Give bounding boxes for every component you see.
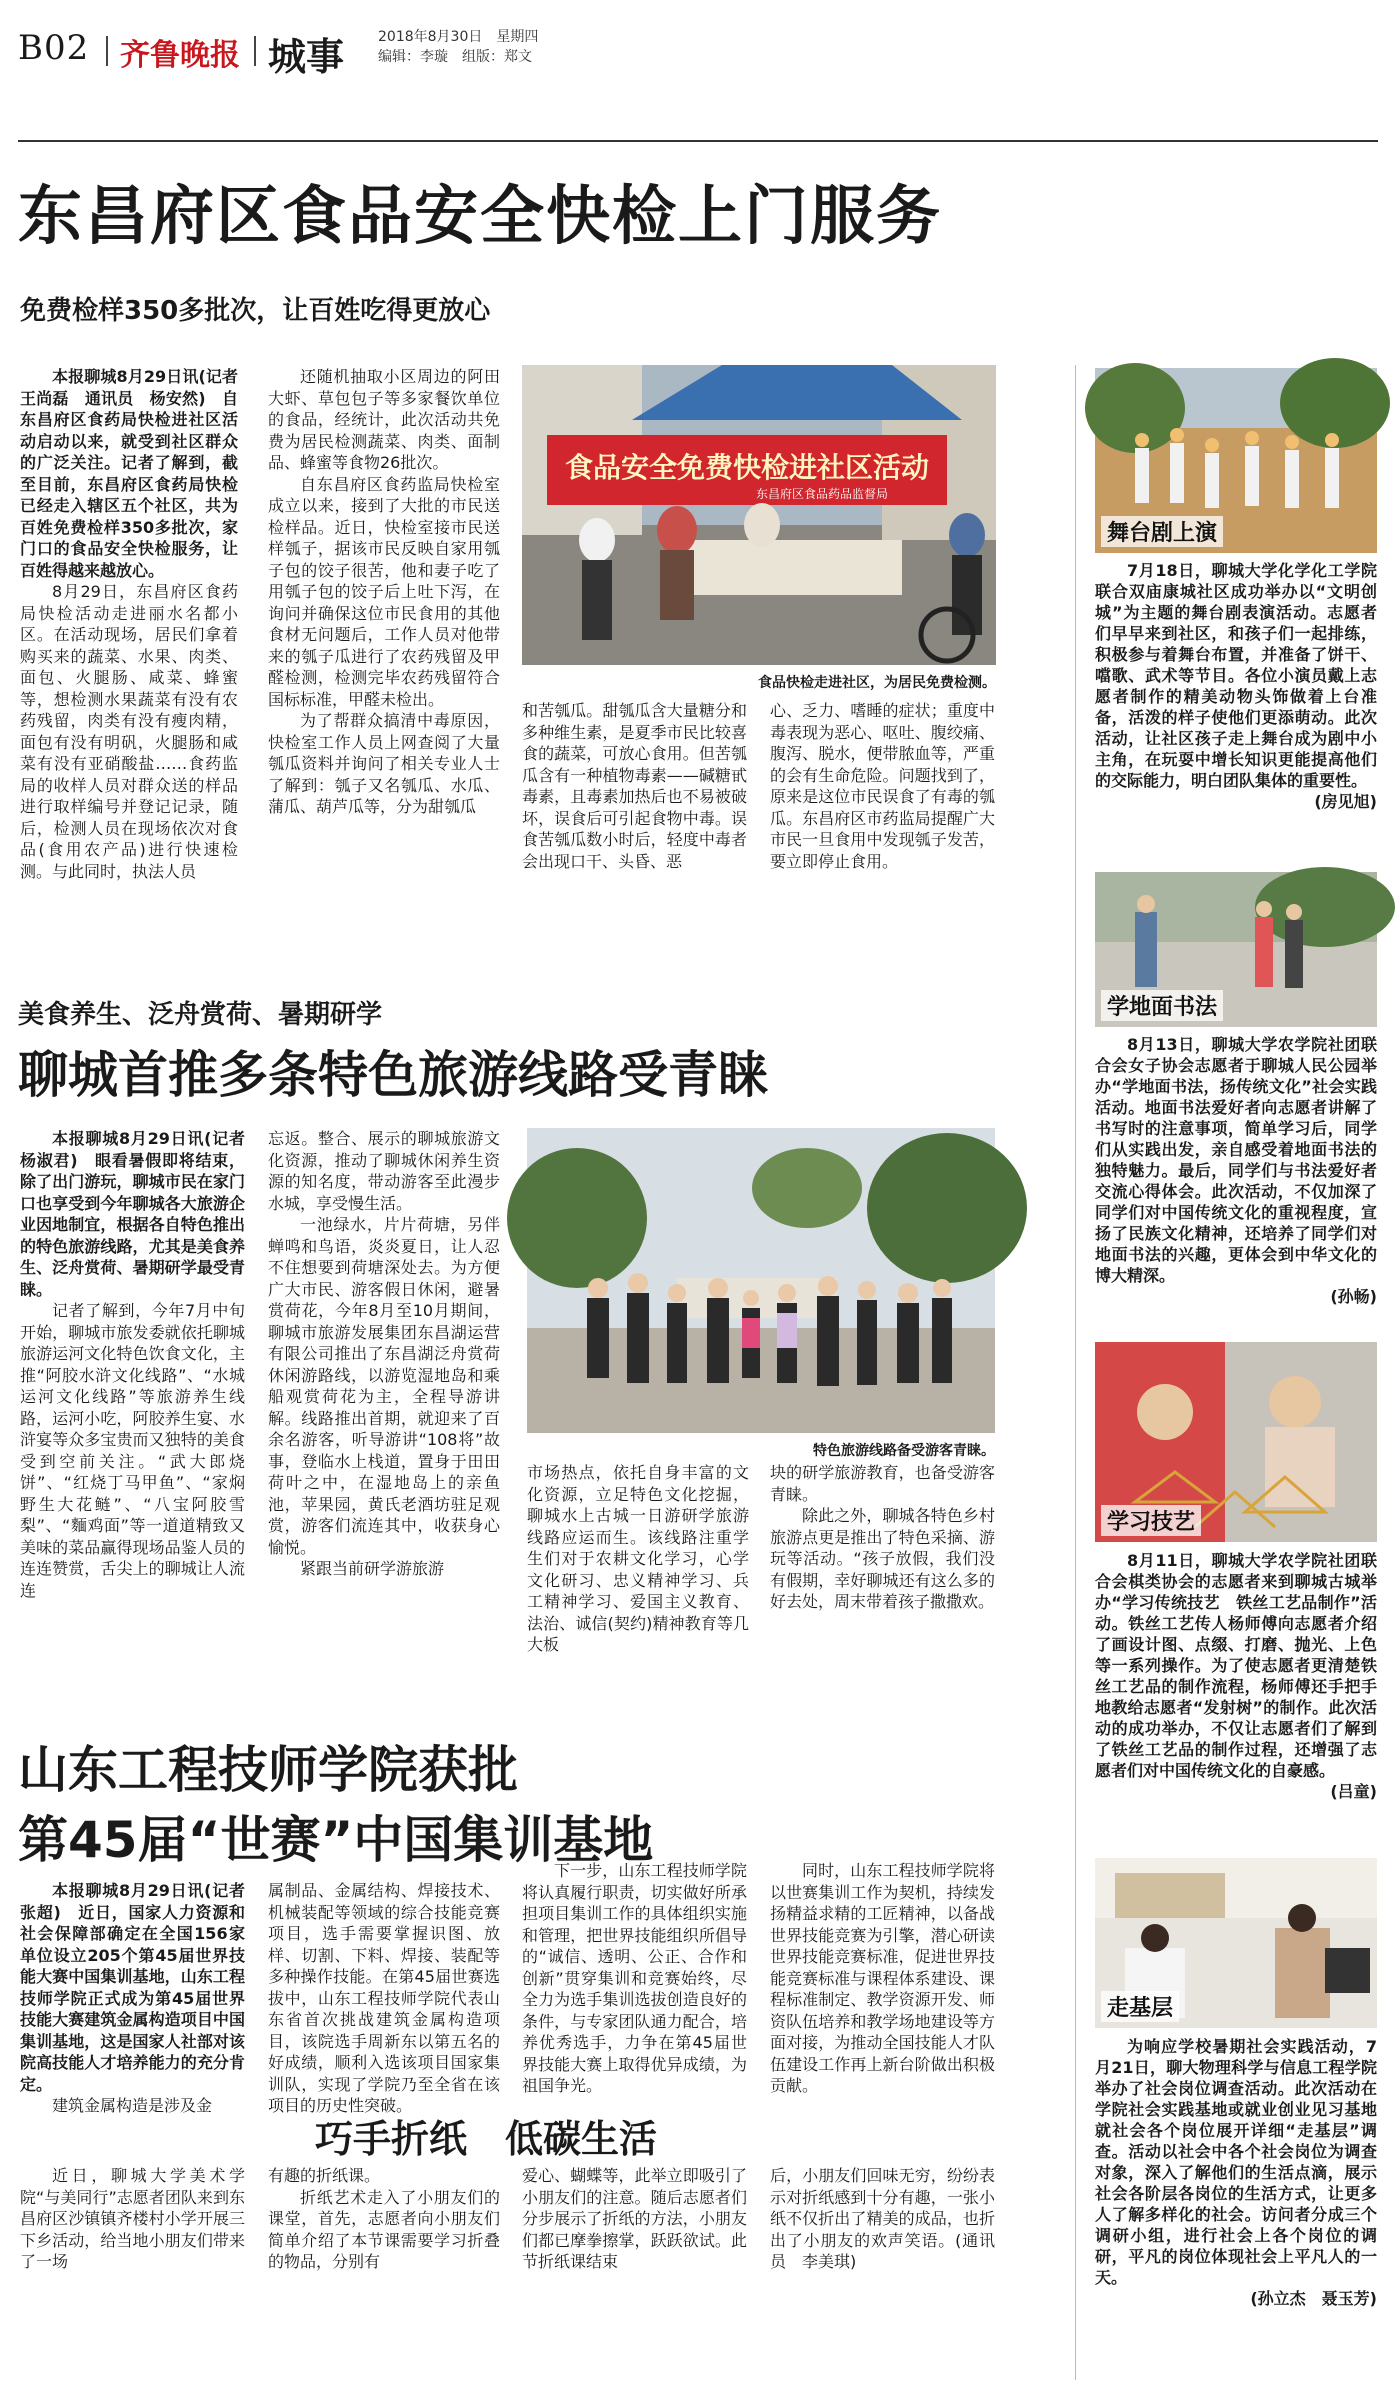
banner-text: 食品安全免费快检进社区活动: [564, 451, 930, 484]
paragraph: 为了帮群众搞清中毒原因，快检室工作人员上网查阅了大量瓠瓜资料并询问了相关专业人士了解到：瓠子又名瓠瓜、水瓜、蒲瓜、葫芦瓜等，分为甜瓠瓜: [268, 711, 500, 816]
article2-kicker: 美食养生、泛舟赏荷、暑期研学: [18, 1000, 383, 1030]
author-credit: (吕童): [1330, 1782, 1377, 1801]
article2-column-2: [268, 1128, 500, 1718]
paragraph: 近日，聊城大学美术学院“与美同行”志愿者团队来到东昌府区沙镇镇齐楼村小学开展三下乡活动，给当地小朋友们带来了一场: [20, 2166, 245, 2271]
masthead: [18, 14, 1378, 79]
header-rule: [18, 140, 1378, 142]
paragraph: 紧跟当前研学游旅游: [300, 1559, 445, 1578]
paragraph: 还随机抽取小区周边的阿田大虾、草包包子等多家餐饮单位的食品，经统计，此次活动共免费为居民检测蔬菜、肉类、面制品、蜂蜜等食物26批次。: [268, 367, 500, 472]
article3-headline-line2: 第45届“世赛”中国集训基地: [18, 1811, 654, 1869]
paragraph: 本报聊城8月29日讯(记者 杨淑君) 眼看暑假即将结束，除了出门游玩，聊城市民在家门口也享受到今年聊城各大旅游企业因地制宜，根据各自特色推出的特色旅游线路，尤其是美食养生、泛舟赏荷、暑期研学最受青睐。: [20, 1129, 262, 1299]
sidebar-photo-3: [1095, 1342, 1377, 1542]
article2-column-3: [527, 1462, 749, 1718]
paragraph: 自东昌府区食药监局快检室成立以来，接到了大批的市民送检样品。近日，快检室接市民送样瓠子，据该市民反映自家用瓠子包的饺子很苦，他和妻子吃了用瓠子包的饺子后上吐下泻，在询问并确保这位市民食用的其他食材无问题后，工作人员对他带来的瓠子瓜进行了农药残留及甲醛检测，检测完毕农药残留符合国标标准，甲醛未检出。: [268, 474, 500, 709]
article1-column-3: [522, 700, 747, 986]
article1-subhead: 免费检样350多批次，让百姓吃得更放心: [20, 296, 491, 326]
banner-subtext: 东昌府区食品药品监督局: [755, 487, 889, 501]
article1-photo: [522, 365, 996, 665]
tour-group-image: [527, 1128, 995, 1433]
paragraph: 本报聊城8月29日讯(记者 王尚磊 通讯员 杨安然) 自东昌府区食药局快检进社区活动启动以来，就受到社区群众的广泛关注。记者了解到，截至目前，东昌府区食药局快检已经走入辖区五个社区，共为百姓免费检样350多批次，家门口的食品安全快检服务，让百姓得越来越放心。: [20, 367, 255, 580]
sidebar-tag: 舞台剧上演: [1101, 516, 1223, 547]
article4-column-3: [522, 2165, 747, 2380]
paragraph: 块的研学旅游教育，也备受游客青睐。: [770, 1463, 995, 1504]
article3-column-3: [522, 1860, 747, 2102]
paragraph: 一池绿水，片片荷塘，另伴蝉鸣和鸟语，炎炎夏日，让人忍不住想要到荷塘深处去。为方便广大市民、游客假日休闲，避暑赏荷花，今年8月至10月期间，聊城市旅游发展集团东昌湖运营有限公司推出了东昌湖泛舟赏荷休闲游路线，以游览湿地岛和乘船观赏荷花为主，全程导游讲解。线路推出首期，就迎来了百余名游客，听导游讲“108将”故事，登临水上栈道，置身于田田荷叶之中，在湿地岛上的亲鱼池，苹果园，黄氏老酒坊驻足观赏，游客们流连其中，收获身心愉悦。: [268, 1215, 500, 1557]
sidebar-item-3-text: [1095, 1550, 1377, 1850]
sidebar-item-4-text: [1095, 2036, 1377, 2380]
editor-credits: 编辑：李璇 组版：郑文: [378, 49, 532, 65]
article1-column-1: [20, 366, 255, 986]
paragraph: 爱心、蝴蝶等，此举立即吸引了小朋友们的注意。随后志愿者们分步展示了折纸的方法，小朋友们都已摩拳擦掌，跃跃欲试。此节折纸课结束: [522, 2166, 747, 2271]
article1-caption: 食品快检走进社区，为居民免费检测。: [758, 675, 996, 691]
paragraph: 折纸艺术走入了小朋友们的课堂，首先，志愿者向小朋友们简单介绍了本节课需要学习折叠的物品，分别有: [268, 2187, 500, 2271]
sidebar-item-2-text: [1095, 1034, 1377, 1334]
article3-headline-line1: 山东工程技师学院获批: [18, 1741, 518, 1799]
sidebar-item-1-text: [1095, 560, 1377, 865]
author-credit: (房见旭): [1314, 792, 1377, 811]
paragraph: 后，小朋友们回味无穷，纷纷表示对折纸感到十分有趣，一张小纸不仅折出了精美的成品，也折出了小朋友的欢声笑语。(通讯员 李美琪): [770, 2166, 995, 2271]
sidebar-photo-1: [1095, 368, 1377, 553]
sidebar-divider: [1075, 365, 1076, 2380]
paragraph: 8月29日，东昌府区食药局快检活动走进丽水名都小区。在活动现场，居民们拿着购买来的蔬菜、水果、肉类、面包、火腿肠、咸菜、蜂蜜等，想检测水果蔬菜有没有农药残留，肉类有没有瘦肉精，面包有没有明矾，火腿肠和咸菜有没有亚硝酸盐……食药监局的收样人员对群众送的样品进行取样编号并登记记录，随后，检测人员在现场依次对食品(食用农产品)进行快速检测。与此同时，执法人员: [20, 582, 238, 881]
article3-column-4: [770, 1860, 995, 2102]
paragraph: 忘返。整合、展示的聊城旅游文化资源，推动了聊城休闲养生资源的知名度，带动游客至此漫步水城，享受慢生活。: [268, 1129, 500, 1213]
paragraph: 8月13日，聊城大学农学院社团联合会女子协会志愿者于聊城人民公园举办“学地面书法，扬传统文化”社会实践活动。地面书法爱好者向志愿者讲解了书写时的注意事项，简单学习后，同学们从实践出发，亲自感受着地面书法的独特魅力。最后，同学们与书法爱好者交流心得体会。此次活动，不仅加深了同学们对中国传统文化的重视程度，宣扬了民族文化精神，还培养了同学们对地面书法的兴趣，更体会到中华文化的博大精深。: [1095, 1035, 1377, 1285]
paragraph: 7月18日，聊城大学化学化工学院联合双庙康城社区成功举办以“文明创城”为主题的舞台剧表演活动。志愿者们早早来到社区，和孩子们一起排练，积极参与着舞台布置，并准备了饼干、噹歌、武术等节目。各位小演员戴上志愿者制作的精美动物头饰做着上台准备，活泼的样子使他们更添萌动。此次活动，让社区孩子走上舞台成为剧中小主角，在玩耍中增长知识更能提高他们的交际能力，明白团队集体的重要性。: [1095, 561, 1377, 790]
article1-headline: 东昌府区食品安全快检上门服务: [18, 180, 942, 254]
article3-column-1: [20, 1880, 262, 2115]
paragraph: 本报聊城8月29日讯(记者 张超) 近日，国家人力资源和社会保障部确定在全国156家单位设立205个第45届世界技能大赛中国集训基地，山东工程技师学院正式成为第45届世界技能大赛建筑金属构造项目中国集训基地，这是国家人社部对该院高技能人才培养能力的充分肯定。: [20, 1881, 262, 2094]
newspaper-logo: 齐鲁晚报: [120, 38, 240, 73]
author-credit: (孙立杰 聂玉芳): [1250, 2289, 1377, 2308]
article4-column-1: [20, 2165, 245, 2380]
article4-column-2: [268, 2165, 500, 2380]
article4-headline: 巧手折纸 低碳生活: [315, 2117, 658, 2161]
article1-column-4: [770, 700, 995, 986]
article4-column-4: [770, 2165, 995, 2380]
paragraph: 同时，山东工程技师学院将以世赛集训工作为契机，持续发扬精益求精的工匠精神，以备战世界技能竞赛为引擎，潜心研读世界技能竞赛标准，促进世界技能竞赛标准与课程体系建设、课程标准制定、教学资源开发、师资队伍培养和教学场地建设等方面对接，为推动全国技能人才队伍建设工作再上新台阶做出积极贡献。: [770, 1861, 995, 2095]
article2-column-4: [770, 1462, 995, 1718]
paragraph: 下一步，山东工程技师学院将认真履行职责，切实做好所承担项目集训工作的具体组织实施和管理，把世界技能组织所倡导的“诚信、透明、公正、合作和创新”贯穿集训和竞赛始终，尽全力为选手集训选拔创造良好的条件，与专家团队通力配合，培养优秀选手，力争在第45届世界技能大赛上取得优异成绩，为祖国争光。: [522, 1861, 747, 2095]
sidebar-photo-2: [1095, 872, 1377, 1027]
sidebar-tag: 学习技艺: [1101, 1505, 1201, 1536]
article2-caption: 特色旅游线路备受游客青睐。: [813, 1443, 995, 1459]
issue-date: 2018年8月30日 星期四: [378, 29, 539, 45]
sidebar-photo-4: [1095, 1858, 1377, 2028]
article2-headline: 聊城首推多条特色旅游线路受青睐: [18, 1046, 768, 1104]
paragraph: 记者了解到，今年7月中旬开始，聊城市旅发委就依托聊城旅游运河文化特色饮食文化，主推“阿胶水浒文化线路”、“水城运河文化线路”等旅游养生线路，运河小吃，阿胶养生宴、水浒宴等众多宝贵而又独特的美食受到空前关注。“武大郎烧饼”、“红烧丁马甲鱼”、“家焖野生大花鲢”、“八宝阿胶雪梨”、“麵鸡面”等一道道精致又美味的菜品赢得现场品鉴人员的连连赞赏，舌尖上的聊城让人流连: [20, 1301, 245, 1600]
divider: [106, 36, 108, 66]
paragraph: 有趣的折纸课。: [268, 2166, 381, 2185]
paragraph: 8月11日，聊城大学农学院社团联合会棋类协会的志愿者来到聊城古城举办“学习传统技艺 铁丝工艺品制作”活动。铁丝工艺传人杨师傅向志愿者介绍了画设计图、点缀、打磨、抛光、上色等一系列操作。为了使志愿者更清楚铁丝工艺品的制作流程，杨师傅还手把手地教给志愿者“发射树”的制作。此次活动的成功举办，不仅让志愿者们了解到了铁丝工艺品的制作过程，还增强了志愿者们对中国传统文化的自豪感。: [1095, 1551, 1377, 1780]
paragraph: 除此之外，聊城各特色乡村旅游点更是推出了特色采摘、游玩等活动。“孩子放假，我们没有假期，幸好聊城还有这么多的好去处，周末带着孩子撒撒欢。: [770, 1506, 995, 1611]
page-number: B02: [18, 28, 90, 68]
paragraph: 和苦瓠瓜。甜瓠瓜含大量糖分和多种维生素，是夏季市民比较喜食的蔬菜，可放心食用。但苦瓠瓜含有一种植物毒素——碱糖甙毒素，且毒素加热后也不易被破坏，误食后可引起食物中毒。误食苦瓠瓜数小时后，轻度中毒者会出现口干、头昏、恶: [522, 701, 747, 871]
author-credit: (孙畅): [1330, 1287, 1377, 1306]
street-market-image: [522, 365, 996, 665]
divider: [254, 36, 256, 66]
article1-column-2: [268, 366, 500, 986]
sidebar-tag: 走基层: [1101, 1991, 1179, 2022]
article2-photo: [527, 1128, 995, 1433]
article2-column-1: [20, 1128, 262, 1718]
paragraph: 心、乏力、嗜睡的症状；重度中毒表现为恶心、呕吐、腹绞痛、腹泻、脱水，便带脓血等，严重的会有生命危险。问题找到了，原来是这位市民误食了有毒的瓠瓜。东昌府区市药监局提醒广大市民一旦食用中发现瓠子发苦，要立即停止食用。: [770, 701, 995, 871]
paragraph: 市场热点，依托自身丰富的文化资源，立足特色文化挖掘，聊城水上古城一日游研学旅游线路应运而生。该线路注重学生们对于农耕文化学习，心学文化研习、忠义精神学习、兵工精神学习、爱国主义教育、法治、诚信(契约)精神教育等几大板: [527, 1463, 749, 1654]
article3-column-2: [268, 1880, 500, 2115]
section-title: 城事: [268, 35, 345, 79]
paragraph: 建筑金属构造是涉及金: [52, 2096, 213, 2115]
paragraph: 为响应学校暑期社会实践活动，7月21日，聊大物理科学与信息工程学院举办了社会岗位调查活动。此次活动在学院社会实践基地或就业创业见习基地就社会各个岗位展开详细“走基层”调查。活动以社会中各个社会岗位为调查对象，深入了解他们的生活点滴，展示社会各阶层各岗位的生活方式，让更多人了解多样化的社会。访问者分成三个调研小组，进行社会上各个岗位的调研，平凡的岗位体现社会上平凡人的一天。: [1095, 2037, 1377, 2287]
paragraph: 属制品、金属结构、焊接技术、机械装配等领域的综合技能竞赛项目，选手需要掌握识图、放样、切割、下料、焊接、装配等多种操作技能。在第45届世赛选拔中，山东工程技师学院代表山东省首次挑战建筑金属构造项目，该院选手周新东以第五名的好成绩，顺利入选该项目国家集训队，实现了学院乃至全省在该项目的历史性突破。: [268, 1881, 500, 2115]
sidebar-tag: 学地面书法: [1101, 990, 1223, 1021]
